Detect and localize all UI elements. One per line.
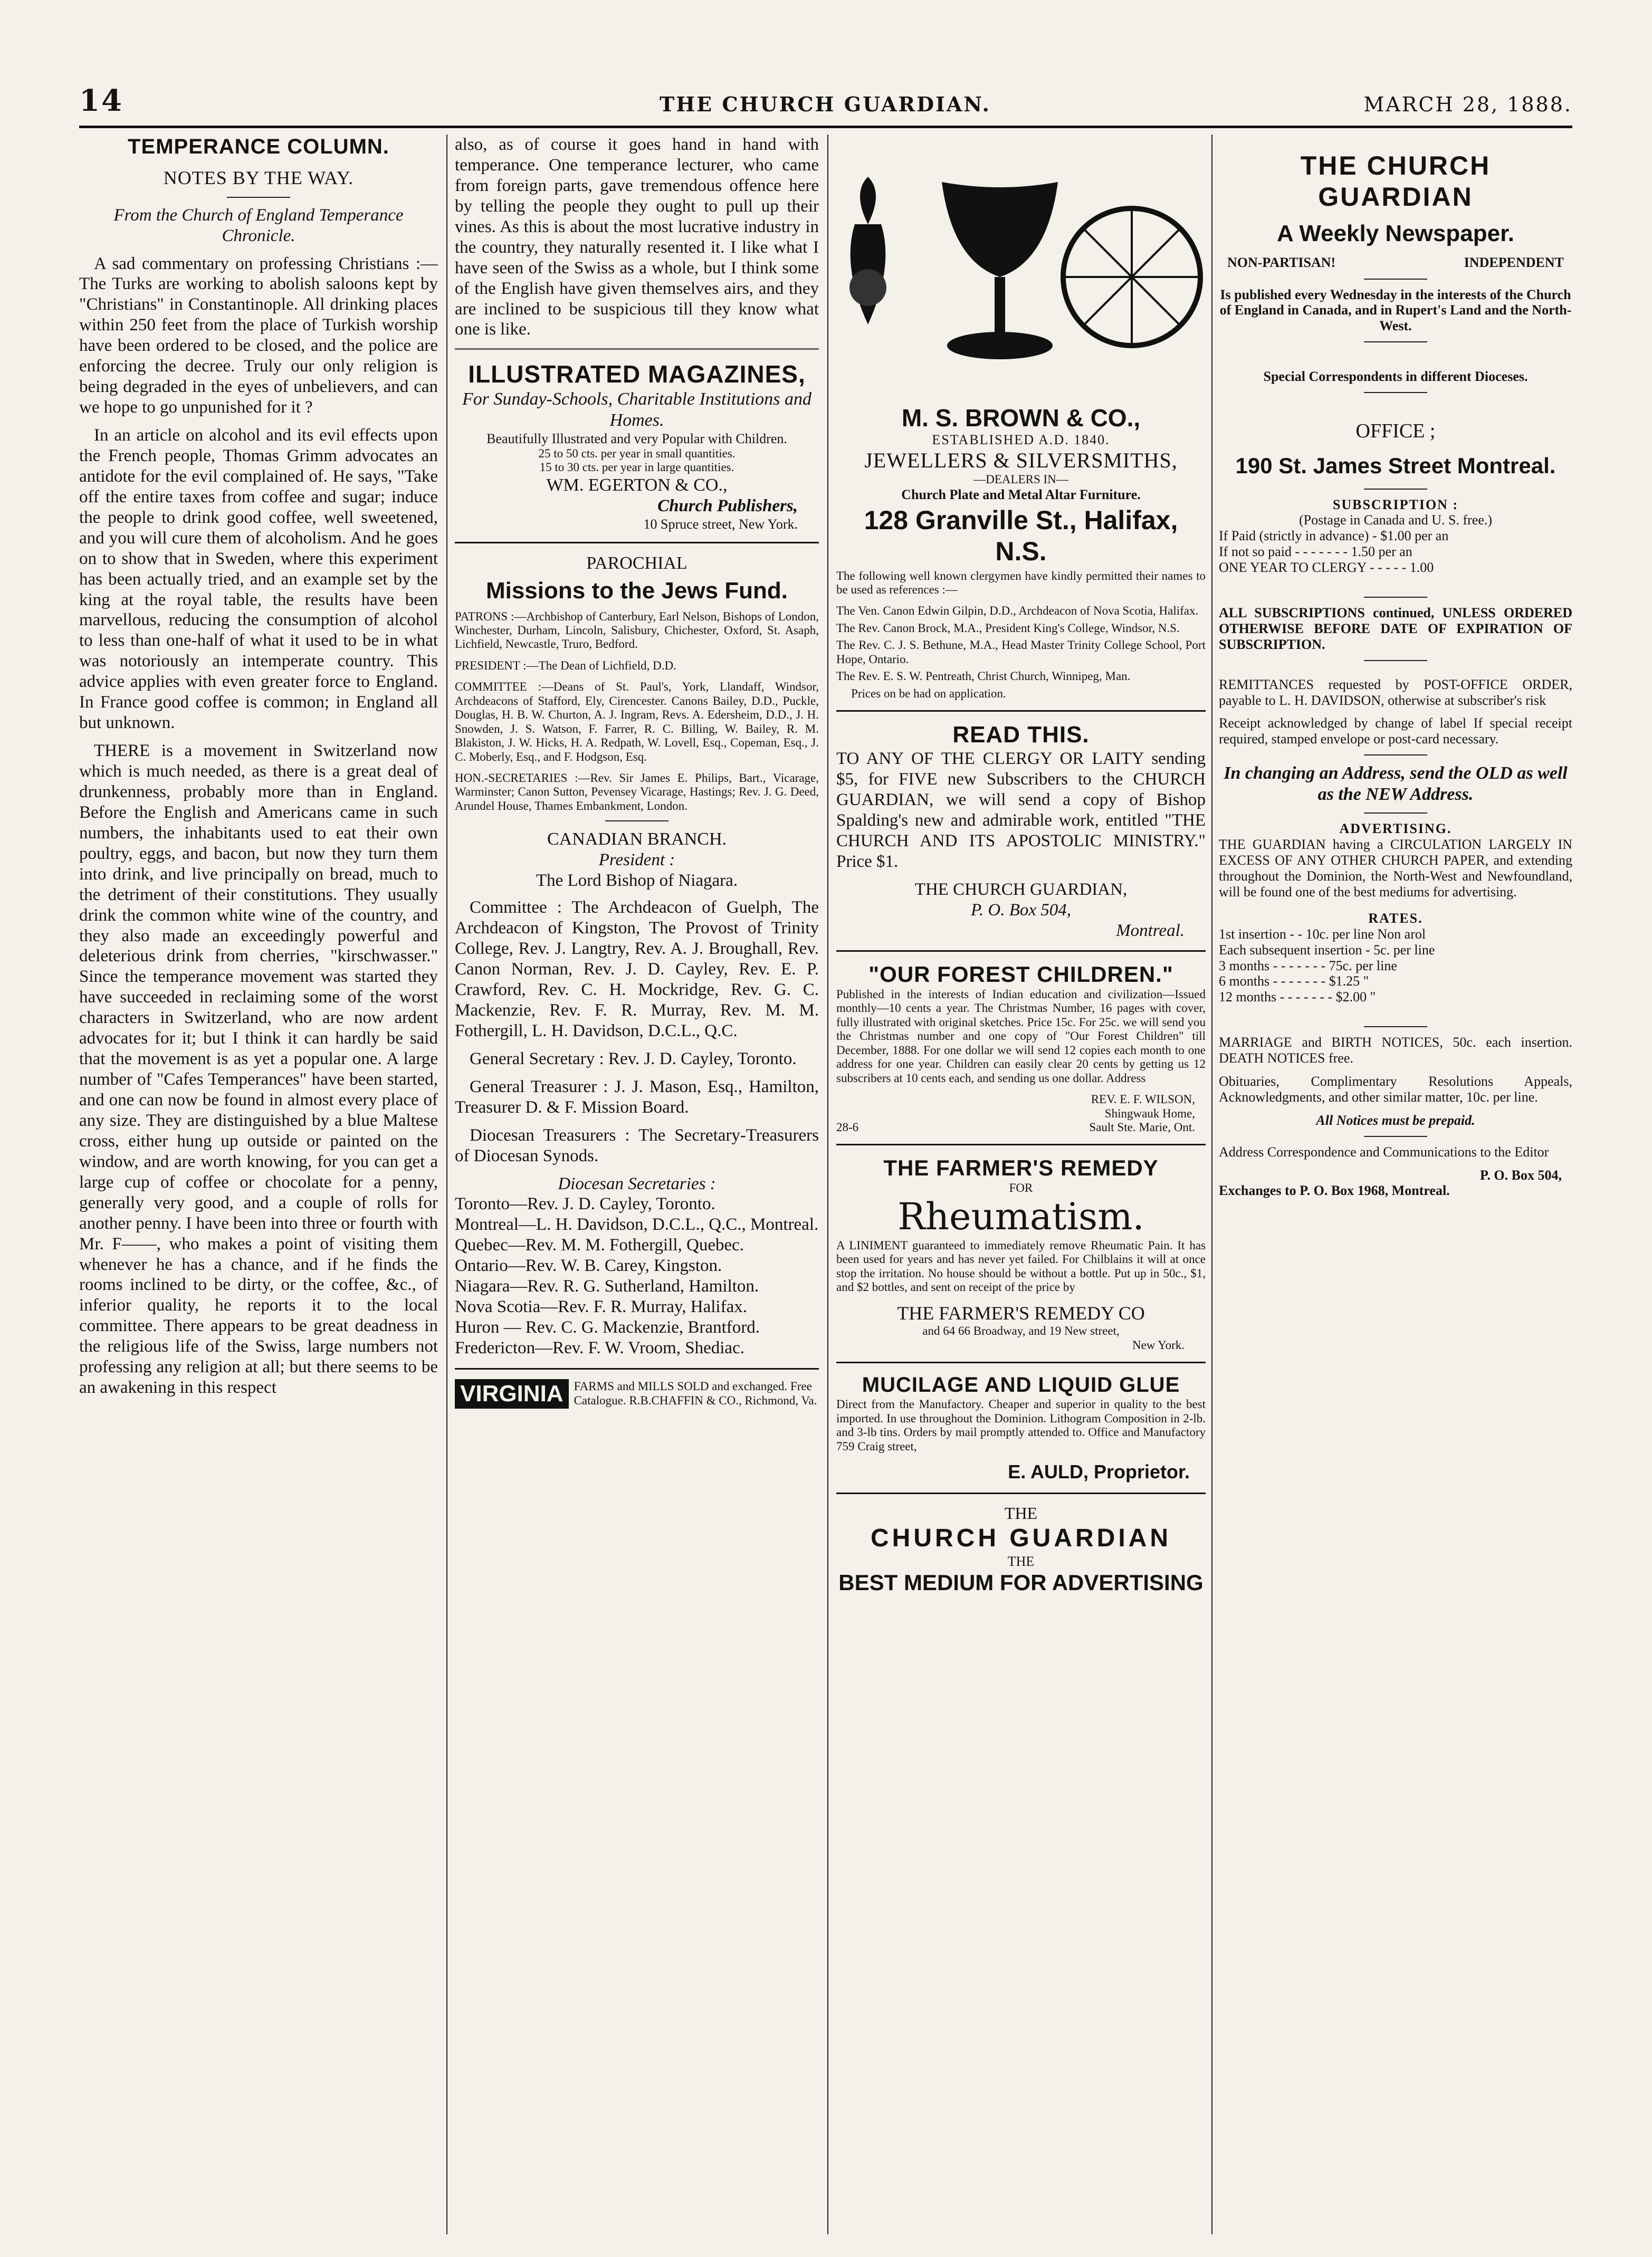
diocesan-secretaries-label: Diocesan Secretaries : bbox=[558, 1174, 716, 1193]
divider bbox=[605, 820, 669, 821]
column-divider bbox=[1211, 135, 1212, 2234]
subscription-line: ONE YEAR TO CLERGY - - - - - 1.00 bbox=[1219, 560, 1434, 576]
jewellers-line: JEWELLERS & SILVERSMITHS, bbox=[864, 448, 1178, 473]
parochial-heading: PAROCHIAL bbox=[586, 553, 687, 573]
divider bbox=[1364, 597, 1427, 598]
jews-fund-heading: Missions to the Jews Fund. bbox=[485, 577, 788, 604]
farmers-remedy-heading: THE FARMER'S REMEDY bbox=[883, 1155, 1159, 1181]
diocesan-secretary: Niagara—Rev. R. G. Sutherland, Hamilton. bbox=[455, 1277, 759, 1296]
farmers-for: FOR bbox=[1009, 1181, 1033, 1194]
committee-paragraph: Committee : The Archdeacon of Guelph, The Archdeacon of Kingston, The Provost of Trinity College, Rev. J. Langtry, Rev. A. J. Broughall, Rev. Canon Norman, Rev. J. D. Cayley, Rev. E. P. Crawford, Rev. C. H. Mockridge, Rev. G. C. Mackenzie, Rev. F. R. Murray, Rev. M. M. Fothergill, L. H. Davidson, D.C.L., Q.C. bbox=[455, 898, 819, 1040]
read-this-text: TO ANY OF THE CLERGY OR LAITY sending $5, for FIVE new Subscribers to the CHURCH GUARDIAN, we will send a copy of Bishop Spalding's new and admirable work, entitled "THE CHURCH AND ITS APOSTOLIC MINISTRY." Price $1. bbox=[836, 749, 1206, 871]
subscription-heading: SUBSCRIPTION : bbox=[1332, 496, 1459, 512]
virginia-logo: VIRGINIA bbox=[455, 1379, 569, 1409]
diocesan-secretary: Huron — Rev. C. G. Mackenzie, Brantford. bbox=[455, 1318, 760, 1337]
guardian-title: THE CHURCH GUARDIAN bbox=[1300, 151, 1491, 212]
reference-item: The Ven. Canon Edwin Gilpin, D.D., Archdeacon of Nova Scotia, Halifax. bbox=[836, 604, 1199, 618]
president-line: PRESIDENT :—The Dean of Lichfield, D.D. bbox=[455, 658, 676, 672]
subscription-line: If not so paid - - - - - - - 1.50 per an bbox=[1219, 544, 1412, 560]
farmers-address: and 64 66 Broadway, and 19 New street, bbox=[922, 1324, 1120, 1338]
forest-number: 28-6 bbox=[836, 1120, 859, 1134]
general-secretary: General Secretary : Rev. J. D. Cayley, Toronto. bbox=[470, 1049, 797, 1068]
marriage-notices: MARRIAGE and BIRTH NOTICES, 50c. each insertion. DEATH NOTICES free. bbox=[1219, 1035, 1572, 1066]
nonpartisan-label: NON-PARTISAN! bbox=[1227, 254, 1336, 270]
read-this-city: Montreal. bbox=[1116, 921, 1185, 940]
divider bbox=[227, 197, 290, 198]
read-this-publisher: THE CHURCH GUARDIAN, bbox=[914, 879, 1128, 899]
forest-signature: Shingwauk Home, bbox=[1104, 1106, 1195, 1120]
continued-notice: ALL SUBSCRIPTIONS continued, UNLESS ORDERED OTHERWISE BEFORE DATE OF EXPIRATION OF SUBSCRIPTION. bbox=[1219, 605, 1572, 652]
established-date: ESTABLISHED A.D. 1840. bbox=[932, 432, 1110, 448]
article-continuation: also, as of course it goes hand in hand with temperance. One temperance lecturer, who came from foreign parts, gave tremendous offence here by telling the people they ought to pull up their vines. As this is about the most lucrative industry in the country, they naturally resented it. I like what I have seen of the Swiss as a whole, but I think some of the English have given themselves airs, and they are inclined to be suspicious till they know what one is like. bbox=[455, 135, 819, 339]
po-box: P. O. Box 504, bbox=[1479, 1167, 1562, 1183]
publisher-type: Church Publishers, bbox=[657, 496, 798, 515]
article-source: From the Church of England Temperance Chronicle. bbox=[113, 205, 404, 245]
divider bbox=[836, 710, 1206, 712]
address-note: Address Correspondence and Communications to the Editor bbox=[1219, 1144, 1549, 1160]
change-address-note: In changing an Address, send the OLD as well as the NEW Address. bbox=[1224, 763, 1568, 805]
read-this-box: P. O. Box 504, bbox=[970, 900, 1072, 920]
diocesan-secretary: Fredericton—Rev. F. W. Vroom, Shediac. bbox=[455, 1338, 744, 1357]
column-missions bbox=[455, 135, 819, 2234]
issue-date: MARCH 28, 1888. bbox=[1363, 93, 1572, 116]
church-guardian-ad: CHURCH GUARDIAN bbox=[871, 1524, 1171, 1553]
reference-item: The Rev. C. J. S. Bethune, M.A., Head Master Trinity College School, Port Hope, Ontario. bbox=[836, 638, 1206, 666]
office-label: OFFICE ; bbox=[1355, 420, 1436, 443]
dealers-line: —DEALERS IN— bbox=[973, 473, 1068, 486]
mucilage-heading: MUCILAGE AND LIQUID GLUE bbox=[862, 1373, 1180, 1397]
forest-footer bbox=[836, 1121, 1206, 1134]
header-rule bbox=[79, 126, 1572, 128]
best-medium-ad: BEST MEDIUM FOR ADVERTISING bbox=[838, 1570, 1204, 1595]
rate-line: 6 months - - - - - - - $1.25 " bbox=[1219, 973, 1369, 989]
paper-title: THE CHURCH GUARDIAN. bbox=[660, 92, 991, 116]
rate-line: Each subsequent insertion - 5c. per line bbox=[1219, 942, 1435, 958]
divider bbox=[836, 1362, 1206, 1363]
rate-line: 12 months - - - - - - - $2.00 " bbox=[1219, 989, 1376, 1005]
forest-children-heading: "OUR FOREST CHILDREN." bbox=[868, 962, 1173, 987]
divider bbox=[1364, 754, 1427, 755]
church-plate-illustration bbox=[836, 135, 1206, 398]
virginia-ad bbox=[455, 1379, 819, 1409]
the-label: THE bbox=[1004, 1504, 1038, 1523]
remittances-note: REMITTANCES requested by POST-OFFICE ORDER, payable to L. H. DAVIDSON, otherwise at subscriber's risk bbox=[1219, 676, 1572, 708]
magazines-price: 15 to 30 cts. per year in large quantities. bbox=[539, 461, 734, 474]
farmers-remedy-text: A LINIMENT guaranteed to immediately remove Rheumatic Pain. It has been used for years and has never yet failed. For Chilblains it will at once stop the irritation. No house should be without a bottle. Put up in 50c., $1, and $2 bottles, and sent on receipt of the price by bbox=[836, 1238, 1206, 1294]
rate-line: 1st insertion - - 10c. per line Non arol bbox=[1219, 926, 1426, 942]
references-intro: The following well known clergymen have kindly permitted their names to be used as references :— bbox=[836, 569, 1206, 597]
exchanges-note: Exchanges to P. O. Box 1968, Montreal. bbox=[1219, 1183, 1450, 1199]
correspondents-note: Special Correspondents in different Dioceses. bbox=[1263, 369, 1528, 385]
forest-children-text: Published in the interests of Indian education and civilization—Issued monthly—10 cents a year. The Christmas Number, 16 pages with cover, fully illustrated with original sketches. Price 15c. For 25c. we will send you the Christmas number and one copy of "Our Forest Children" till December, 1888. For one dollar we will send 12 copies each month to one address for one year. Children can easily clear 20 cents by getting us 12 subscribers at 10 cents each, and sending us one dollar. Address bbox=[836, 988, 1206, 1085]
postage-note: (Postage in Canada and U. S. free.) bbox=[1298, 512, 1493, 528]
church-plate-line: Church Plate and Metal Altar Furniture. bbox=[901, 486, 1141, 502]
obituaries-note: Obituaries, Complimentary Resolutions Appeals, Acknowledgments, and other similar matter, 10c. per line. bbox=[1219, 1074, 1572, 1105]
column-guardian-info bbox=[1219, 135, 1572, 2234]
divider bbox=[836, 1493, 1206, 1494]
independent-label: INDEPENDENT bbox=[1464, 254, 1564, 270]
canadian-branch-heading: CANADIAN BRANCH. bbox=[547, 829, 727, 849]
column-advertisements bbox=[836, 135, 1206, 2234]
divider bbox=[1364, 489, 1427, 490]
magazines-heading: ILLUSTRATED MAGAZINES, bbox=[468, 360, 806, 388]
reference-item: The Rev. E. S. W. Pentreath, Christ Church, Winnipeg, Man. bbox=[836, 670, 1131, 683]
mucilage-text: Direct from the Manufactory. Cheaper and superior in quality to the best imported. In use throughout the Dominion. Lithogram Composition in 2-lb. and 3-lb tins. Orders by mail promptly attended to. Office and Manufactory 759 Craig street, bbox=[836, 1398, 1206, 1453]
committee-list: COMMITTEE :—Deans of St. Paul's, York, Llandaff, Windsor, Archdeacons of Stafford, Ely, Cirencester. Canons Bailey, D.D., Puckle, Douglas, H. B. W. Churton, A. J. Ingram, Revs. A. Edersheim, D.D., J. H. Snowden, J. S. Watson, F. Farrer, R. C. Billing, W. Bailey, R. M. Blakiston, J. W. Hicks, H. A. Redpath, W. Lovell, Esq., Copeman, Esq., J. C. Moberly, Esq., and F. Hodgson, Esq. bbox=[455, 680, 819, 763]
publisher-name: WM. EGERTON & CO., bbox=[546, 475, 728, 495]
divider bbox=[455, 542, 819, 543]
divider bbox=[1364, 1136, 1427, 1137]
magazines-subheading: For Sunday-Schools, Charitable Institutions and Homes. bbox=[462, 389, 812, 430]
president-name: The Lord Bishop of Niagara. bbox=[536, 871, 738, 891]
brown-address: 128 Granville St., Halifax, N.S. bbox=[864, 505, 1178, 566]
published-statement: Is published every Wednesday in the interests of the Church of England in Canada, and in Rupert's Land and the North-West. bbox=[1219, 286, 1572, 334]
president-label: President : bbox=[598, 850, 675, 870]
diocesan-secretary: Toronto—Rev. J. D. Cayley, Toronto. bbox=[455, 1194, 715, 1214]
secretaries-list: HON.-SECRETARIES :—Rev. Sir James E. Philips, Bart., Vicarage, Warminster; Canon Sutton, Pevensey Vicarage, Hastings; Rev. J. G. Deed, Arundel House, Thames Embankment, London. bbox=[455, 771, 819, 812]
brown-company: M. S. BROWN & CO., bbox=[901, 404, 1141, 432]
diocesan-secretary: Nova Scotia—Rev. F. R. Murray, Halifax. bbox=[455, 1297, 747, 1317]
partisan-line bbox=[1219, 255, 1572, 271]
virginia-text: FARMS and MILLS SOLD and exchanged. Free Catalogue. R.B.CHAFFIN & CO., Richmond, Va. bbox=[574, 1380, 817, 1407]
forest-city: Sault Ste. Marie, Ont. bbox=[1089, 1120, 1195, 1134]
subscription-line: If Paid (strictly in advance) - $1.00 per an bbox=[1219, 528, 1449, 544]
divider bbox=[836, 1144, 1206, 1145]
diocesan-secretary: Ontario—Rev. W. B. Carey, Kingston. bbox=[455, 1256, 722, 1276]
publisher-address: 10 Spruce street, New York. bbox=[643, 516, 798, 532]
prepaid-note: All Notices must be prepaid. bbox=[1316, 1112, 1475, 1128]
divider bbox=[836, 950, 1206, 952]
the-label: THE bbox=[1007, 1553, 1035, 1569]
divider bbox=[1364, 660, 1427, 661]
diocesan-treasurers: Diocesan Treasurers : The Secretary-Treasurers of Diocesan Synods. bbox=[455, 1125, 819, 1165]
notes-subheading: NOTES BY THE WAY. bbox=[163, 167, 354, 189]
diocesan-secretary: Montreal—L. H. Davidson, D.C.L., Q.C., Montreal. bbox=[455, 1215, 819, 1235]
general-treasurer: General Treasurer : J. J. Mason, Esq., Hamilton, Treasurer D. & F. Mission Board. bbox=[455, 1077, 819, 1117]
auld-proprietor: E. AULD, Proprietor. bbox=[1008, 1460, 1190, 1483]
article-paragraph: A sad commentary on professing Christians :—The Turks are working to abolish saloons kept by "Christians" in Constantinople. All drinking places within 250 feet from the place of Turkish worship have been ordered to be closed, and the police are enforcing the decree. Truly our only religion is being degraded in the eyes of unbelievers, and can we hope to go unpunished for it ? bbox=[79, 254, 438, 417]
article-paragraph: THERE is a movement in Switzerland now which is much needed, as there is a great deal of drunkenness, probably more than in England. Before the English and Americans came in such numbers, the inhabitants used to eat their own poultry, eggs, and bacon, but now they turn them into drink, and live principally on bread, much to the detriment of their constitutions. They usually drink the common white wine of the country, and they also made an exceedingly powerful and deleterious drink from cherries, "kirschwasser." Since the temperance movement was started they have succeeded in reclaiming some of the worst characters in Switzerland, who are now ardent advocates for it; but I think it can hardly be said that the movement is as yet a popular one. A large number of "Cafes Temperances" have been started, and one can now be found in almost every place of any size. They are distinguished by a blue Maltese cross, either hung up outside or painted on the window, and are worth knowing, for you can get a large cup of coffee or chocolate for a penny, generally very good, and a couple of rolls for another penny. I have been into three or fourth with Mr. F——, who makes a point of visiting them whenever he has a chance, and if he finds the rooms inclined to be dirty, or the coffee, &c., of inferior quality, he reports it to the local committee. There appears to be great deadness in the religious life of the Swiss, large numbers not professing any religion at all; but there seems to be an awakening in this respect bbox=[79, 741, 438, 1398]
article-paragraph: In an article on alcohol and its evil effects upon the French people, Thomas Grimm advocates an antidote for the evil complained of. He says, "Take off the entire taxes from coffee and sugar; induce the people to drink good coffee, well sweetened, and you will cure them of alcoholism. And he goes on to show that in Sweden, where this experiment has been actually tried, and an example set by the king at the royal table, the results have been marvellous, reducing the consumption of alcohol to less than one-half of what it used to be in what was notoriously an intemperate country. This advice applies with even greater force to England. In France good coffee is common; in England all but unknown. bbox=[79, 426, 438, 733]
receipt-note: Receipt acknowledged by change of label If special receipt required, stamped envelope or post-card necessary. bbox=[1219, 715, 1572, 747]
farmers-city: New York. bbox=[1132, 1338, 1185, 1352]
patrons-list: PATRONS :—Archbishop of Canterbury, Earl Nelson, Bishops of London, Winchester, Durham, Lincoln, Salisbury, Chichester, Oxford, St. Asaph, Lichfield, Newcastle, Truro, Bedford. bbox=[455, 609, 819, 651]
divider bbox=[455, 348, 819, 351]
temperance-heading: TEMPERANCE COLUMN. bbox=[128, 135, 389, 158]
divider bbox=[455, 1368, 819, 1370]
forest-signature: REV. E. F. WILSON, bbox=[1091, 1093, 1195, 1106]
diocesan-secretary: Quebec—Rev. M. M. Fothergill, Quebec. bbox=[455, 1236, 744, 1255]
column-divider bbox=[827, 135, 828, 2234]
column-temperance bbox=[79, 135, 438, 2234]
page-number: 14 bbox=[79, 83, 123, 118]
magazines-price: 25 to 50 cts. per year in small quantities. bbox=[538, 446, 736, 460]
advertising-heading: ADVERTISING. bbox=[1339, 821, 1452, 837]
column-divider bbox=[446, 135, 447, 2234]
rate-line: 3 months - - - - - - - 75c. per line bbox=[1219, 958, 1397, 973]
rates-heading: RATES. bbox=[1368, 910, 1423, 926]
farmers-company: THE FARMER'S REMEDY CO bbox=[897, 1302, 1145, 1324]
advertising-text: THE GUARDIAN having a CIRCULATION LARGELY IN EXCESS OF ANY OTHER CHURCH PAPER, and extending throughout the Dominion, the North-West and Newfoundland, will be found one of the best mediums for advertising. bbox=[1219, 837, 1572, 900]
divider bbox=[1364, 812, 1427, 814]
weekly-newspaper: A Weekly Newspaper. bbox=[1277, 221, 1514, 246]
divider bbox=[1364, 1026, 1427, 1027]
rheumatism-heading: Rheumatism. bbox=[897, 1195, 1144, 1239]
masthead bbox=[79, 84, 1572, 121]
divider bbox=[1364, 392, 1427, 393]
office-address: 190 St. James Street Montreal. bbox=[1235, 453, 1556, 478]
magazines-description: Beautifully Illustrated and very Popular with Children. bbox=[486, 431, 787, 446]
reference-item: The Rev. Canon Brock, M.A., President King's College, Windsor, N.S. bbox=[836, 621, 1180, 635]
divider bbox=[1364, 341, 1427, 342]
prices-note: Prices on be had on application. bbox=[851, 686, 1006, 700]
read-this-heading: READ THIS. bbox=[952, 722, 1090, 748]
divider bbox=[1364, 279, 1427, 280]
